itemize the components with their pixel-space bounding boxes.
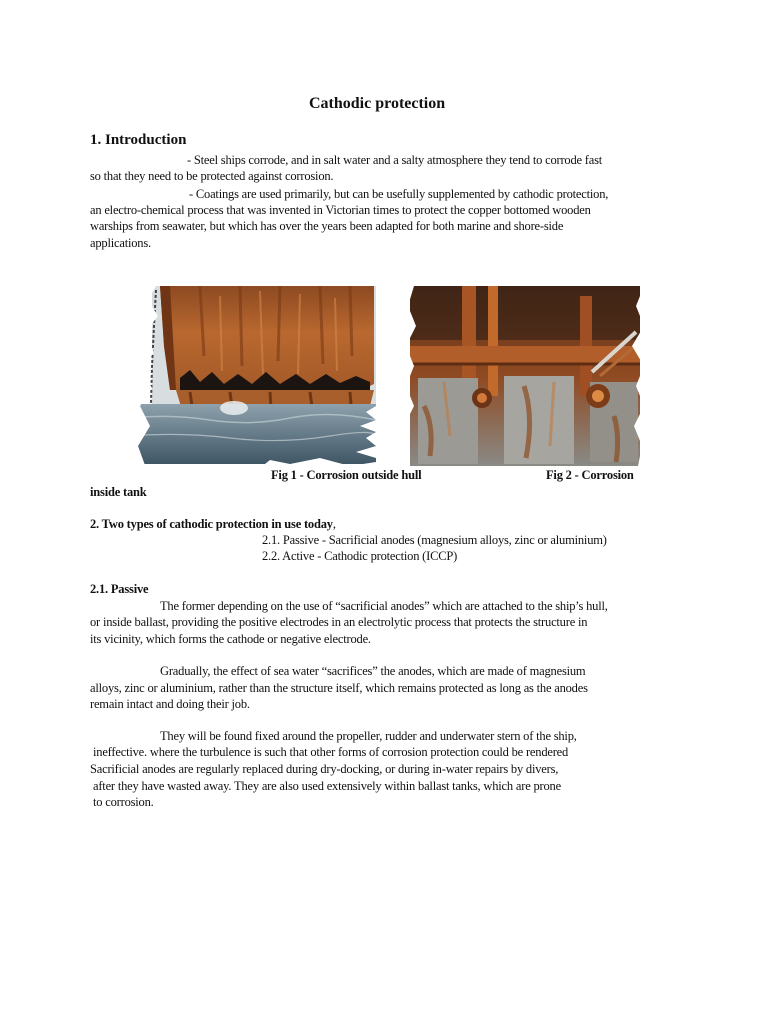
figure-1-caption: Fig 1 - Corrosion outside hull (271, 468, 422, 482)
passive-p2-line-2: alloys, zinc or aluminium, rather than the structure itself, which remains protected as long as the anodes (90, 681, 588, 695)
two-types-heading-suffix: , (332, 517, 336, 531)
intro-bullet-2-line-4: applications. (90, 236, 151, 250)
passive-p2-line-3: remain intact and doing their job. (90, 697, 250, 711)
figure-corrosion-outside-hull (130, 286, 376, 468)
passive-p1-line-2: or inside ballast, providing the positive electrodes in an electrolytic process that protects the structure in (90, 615, 588, 629)
passive-p3-line-1: They will be found fixed around the propeller, rudder and underwater stern of the ship, (160, 729, 577, 743)
figure-corrosion-inside-tank (404, 286, 644, 466)
passive-p1-line-3: its vicinity, which forms the cathode or negative electrode. (90, 632, 371, 646)
types-list-item-passive: 2.1. Passive - Sacrificial anodes (magnesium alloys, zinc or aluminium) (262, 533, 607, 547)
intro-bullet-2-line-3: warships from seawater, but which has over the years been adapted for both marine and shore-side (90, 219, 564, 233)
passive-p3-line-4: after they have wasted away. They are also used extensively within ballast tanks, which are prone (93, 779, 561, 793)
intro-bullet-1-line-2: so that they need to be protected against corrosion. (90, 169, 334, 183)
passive-p3-line-5: to corrosion. (93, 795, 154, 809)
intro-bullet-1-line-1: - Steel ships corrode, and in salt water and a salty atmosphere they tend to corrode fast (187, 153, 603, 167)
intro-bullet-2-line-1: - Coatings are used primarily, but can be usefully supplemented by cathodic protection, (189, 187, 609, 201)
section-heading-passive: 2.1. Passive (90, 582, 149, 596)
figure-2-caption-line-1: Fig 2 - Corrosion (546, 468, 634, 482)
figure-2-caption-line-2: inside tank (90, 485, 147, 499)
types-list-item-active: 2.2. Active - Cathodic protection (ICCP) (262, 549, 458, 563)
passive-p1-line-1: The former depending on the use of “sacrificial anodes” which are attached to the ship’s hull, (160, 599, 608, 613)
page-title: Cathodic protection (309, 95, 446, 112)
passive-p3-line-3: Sacrificial anodes are regularly replaced during dry-docking, or during in-water repairs by divers, (90, 762, 559, 776)
two-types-heading-text: 2. Two types of cathodic protection in use today (90, 517, 333, 531)
section-heading-introduction: 1. Introduction (90, 132, 187, 148)
section-heading-two-types (90, 516, 336, 532)
passive-p2-line-1: Gradually, the effect of sea water “sacrifices” the anodes, which are made of magnesium (160, 664, 586, 678)
intro-bullet-2-line-2: an electro-chemical process that was invented in Victorian times to protect the copper bottomed wooden (90, 203, 591, 217)
passive-p3-line-2: ineffective. where the turbulence is such that other forms of corrosion protection could be rendered (93, 745, 569, 759)
